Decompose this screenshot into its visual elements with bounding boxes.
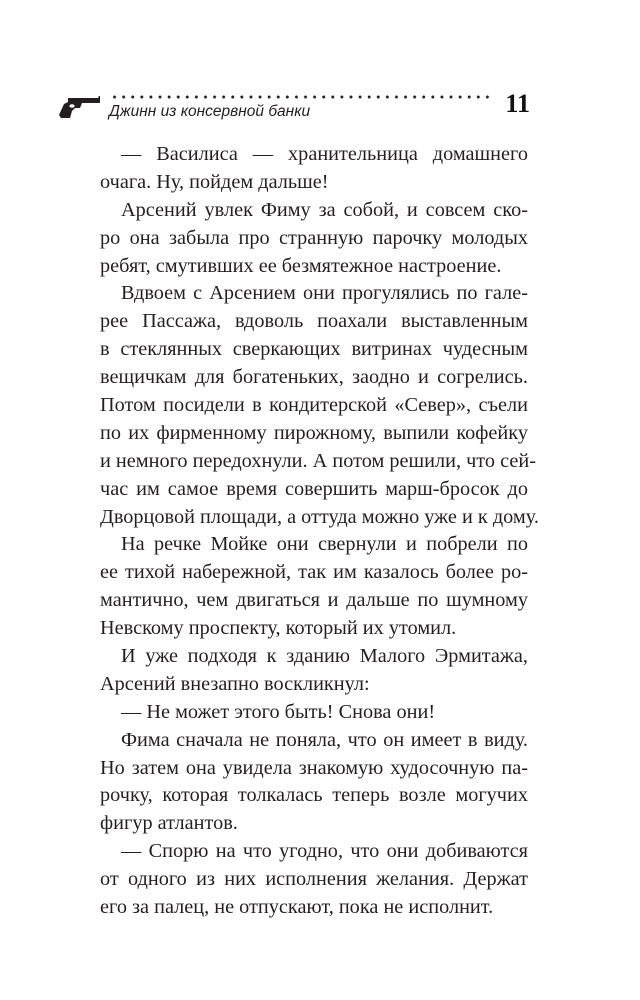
text-line: На речке Мойке они свернули и побрели по [121,533,528,556]
text-line: мантично, чем двигаться и дальше по шумному [100,589,528,612]
text-line: фигур атлантов. [100,812,238,835]
text-line: ее тихой набережной, так им казалось более ро- [100,561,528,584]
text-line: и немного передохнули. А потом решили, что сей- [100,449,536,472]
text-line: — Василиса — хранительница домашнего [121,143,528,165]
paragraph [100,727,528,839]
paragraph [100,280,539,531]
dotted-rule [110,95,492,99]
text-line: Вдвоем с Арсением они прогулялись по гале- [121,282,528,305]
running-title: Джинн из консервной банки [109,103,311,120]
paragraph [100,197,528,281]
text-line: ребят, смутивших ее безмятежное настроение. [100,254,502,277]
text-line: Потом посидели в кондитерской «Север», съели [100,394,528,417]
text-line: в стеклянных сверкающих витринах чудесным [100,338,528,361]
text-line: Арсений увлек Фиму за собой, и совсем ско- [121,198,528,221]
revolver-icon [58,95,100,119]
paragraph [100,531,528,643]
text-line: — Не может этого быть! Снова они! [121,700,436,723]
text-line: его за палец, не отпускают, пока не исполнит. [100,896,494,919]
text-line: Арсений внезапно воскликнул: [100,672,370,695]
paragraph [100,699,528,727]
text-line: Фима сначала не поняла, что он имеет в виду. [121,728,528,751]
text-line: Дворцовой площади, а оттуда можно уже и к дому. [100,505,539,528]
text-line: И уже подходя к зданию Малого Эрмитажа, [121,645,528,668]
text-line: очага. Ну, пойдем дальше! [100,170,329,193]
text-line: рее Пассажа, вдоволь поахали выставленным [100,310,528,333]
running-header [56,86,530,126]
text-line: ро она забыла про странную парочку молодых [100,226,528,249]
body-text [100,141,539,922]
paragraph [100,141,528,197]
text-line: вещичкам для богатеньких, заодно и согрелись. [100,366,528,389]
text-line: час им самое время совершить марш-бросок до [100,477,528,500]
text-line: Но затем она увидела знакомую худосочную па- [100,756,528,779]
text-line: Невскому проспекту, который их утомил. [100,617,457,640]
paragraph [100,838,528,922]
text-line: по их фирменному пирожному, выпили кофейку [100,421,528,444]
page-number: 11 [505,89,530,118]
text-line: рочку, которая толкалась теперь возле могучих [100,784,528,807]
text-line: от одного из них исполнения желания. Держат [100,868,528,891]
text-line: — Спорю на что угодно, что они добиваются [121,840,528,863]
paragraph [100,643,528,699]
